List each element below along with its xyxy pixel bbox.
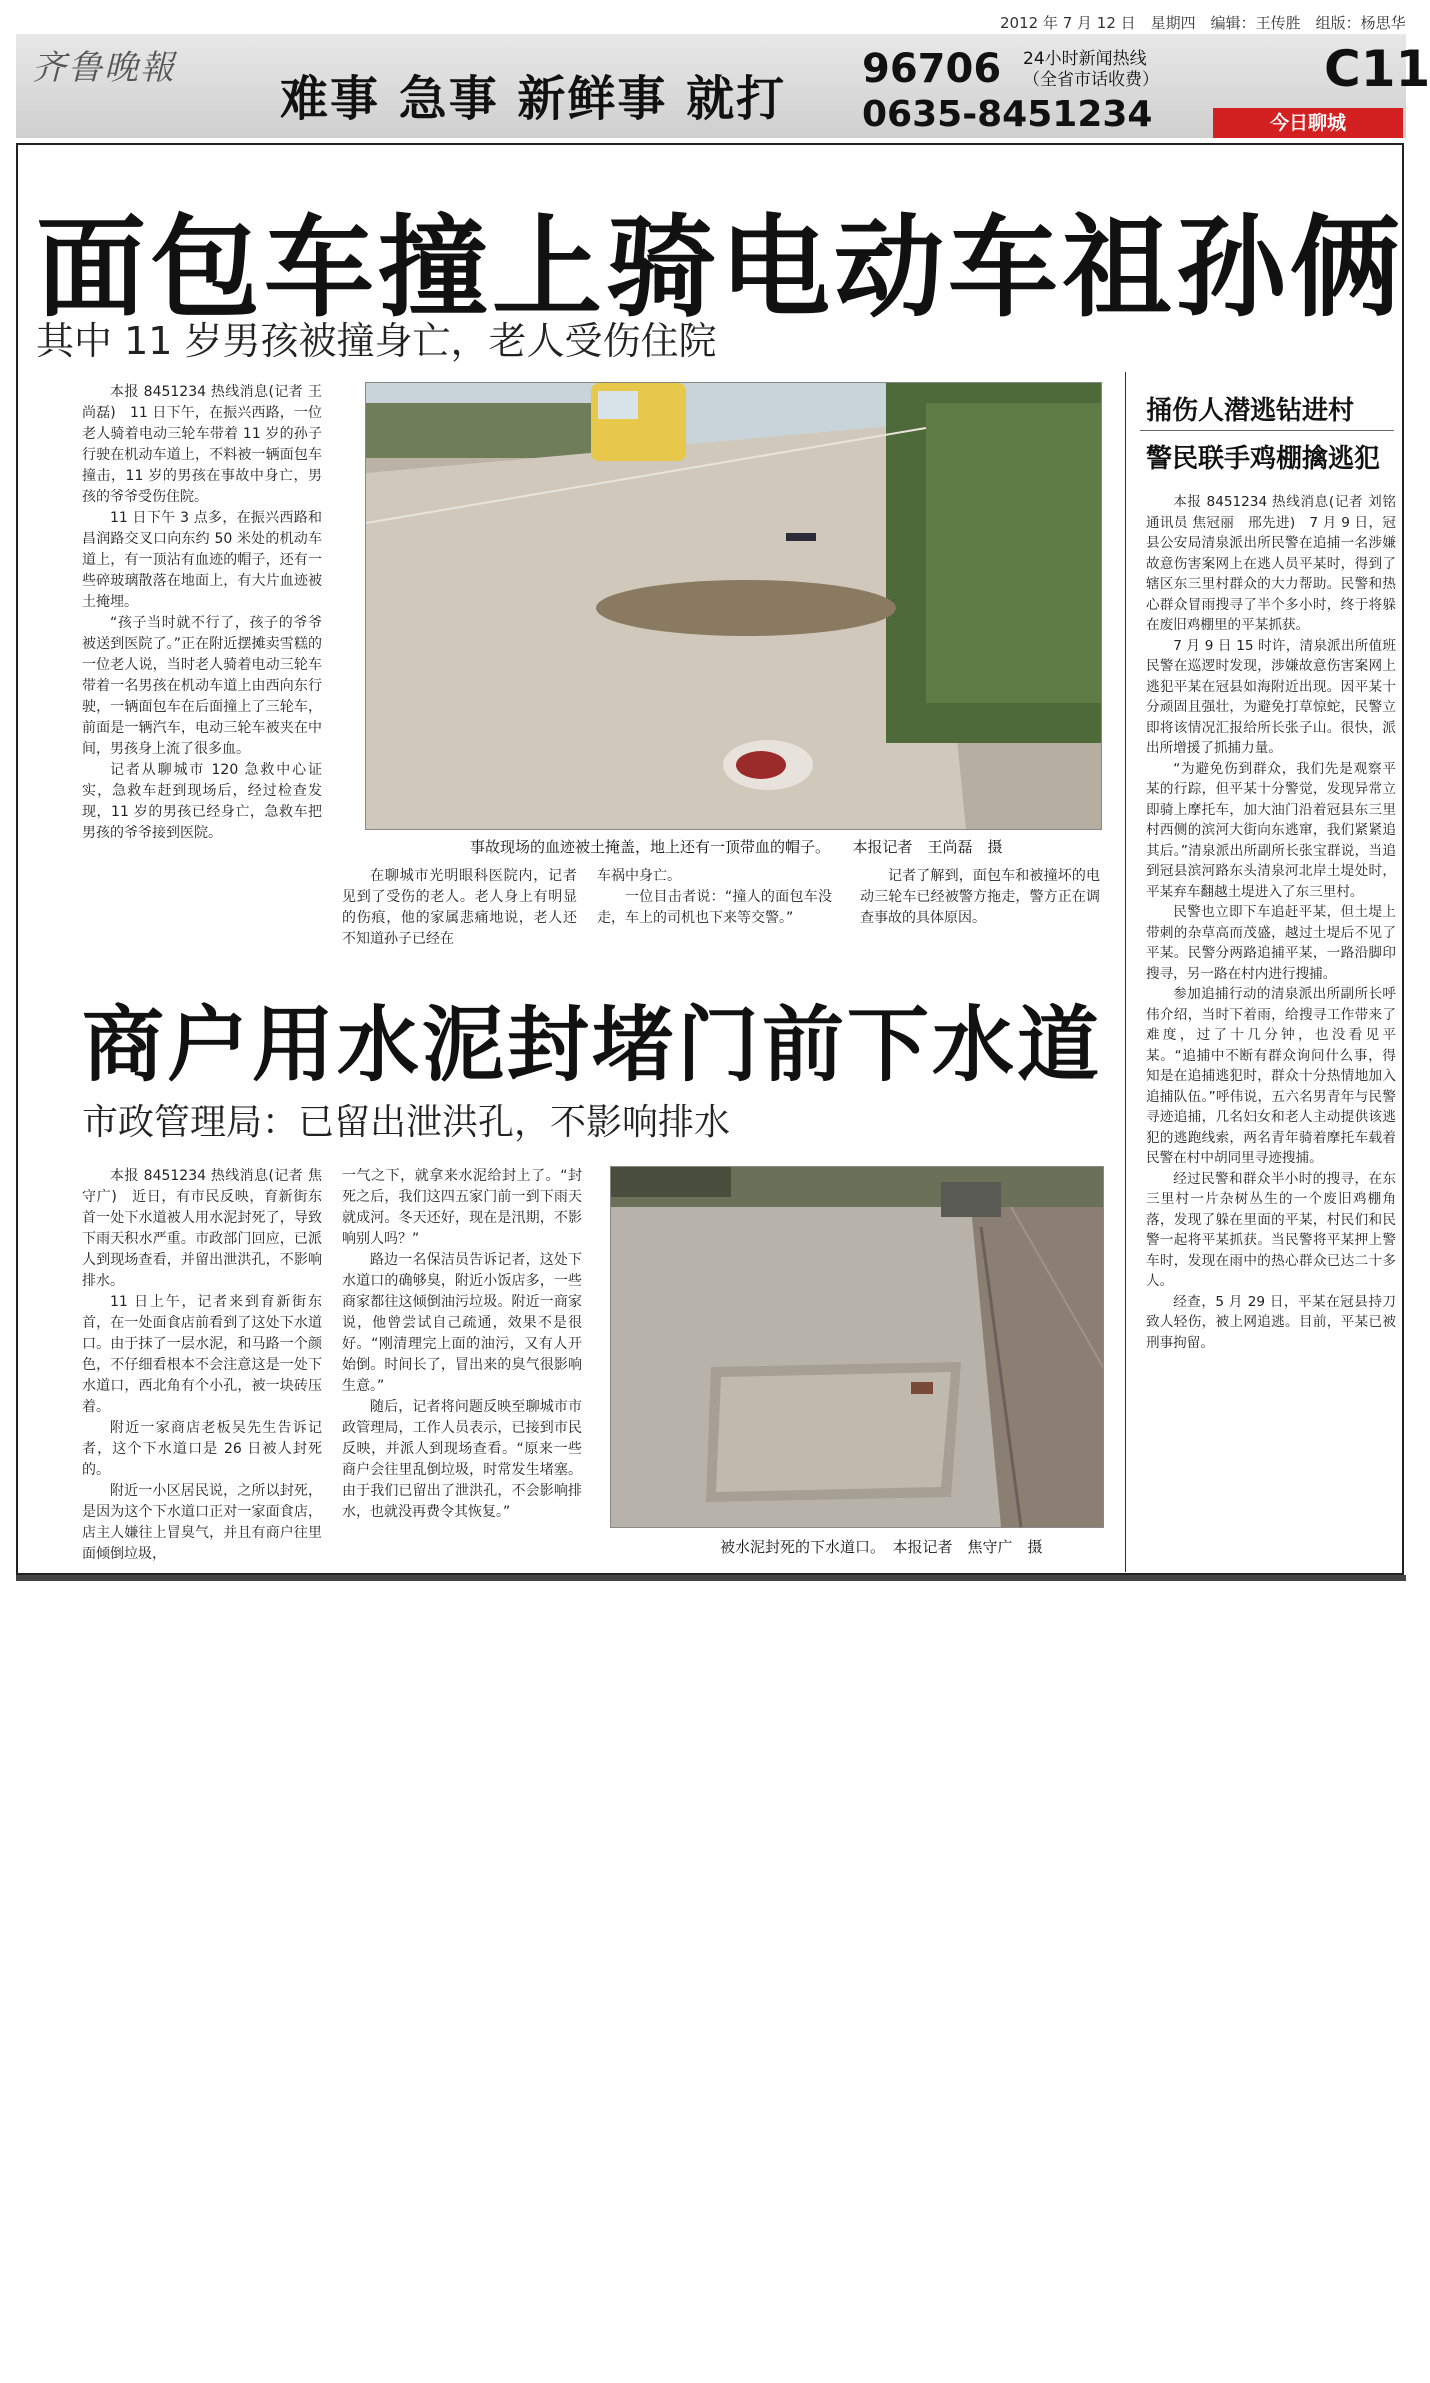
paragraph: “为避免伤到群众，我们先是观察平某的行踪，但平某十分警觉，发现异常立即骑上摩托车，加大油门沿着冠县东三里村西侧的滨河大街向东逃窜，我们紧紧追其后。”清泉派出所副所长张宝群说，当追到冠县滨河路东头清泉河北岸土堤处时，平某弃车翻越土堤进入了东三里村。 <box>1146 760 1396 900</box>
story2-headline: 商户用水泥封堵门前下水道 <box>82 998 1103 1093</box>
story2-column-1 <box>82 1166 322 1565</box>
paragraph: 一气之下，就拿来水泥给封上了。“封死之后，我们这四五家门前一到下雨天就成河。冬天还好，现在是汛期，不影响别人吗？” <box>342 1168 582 1247</box>
page-number: C11 <box>1324 40 1430 98</box>
paragraph: 附近一小区居民说，之所以封死，是因为这个下水道口正对一家面食店，店主人嫌往上冒臭气，并且有商户往里面倾倒垃圾， <box>82 1483 322 1562</box>
date-editor-line: 2012 年 7 月 12 日 星期四 编辑：王传胜 组版：杨思华 <box>1000 14 1406 32</box>
paragraph: 随后，记者将问题反映至聊城市市政管理局，工作人员表示，已接到市民反映，并派人到现场查看。“原来一些商户会往里乱倒垃圾，时常发生堵塞。由于我们已留出了泄洪孔，不会影响排水，也就没再费令其恢复。” <box>342 1399 582 1520</box>
sidebar-title-1: 捅伤人潜逃钻进村 <box>1146 396 1355 426</box>
paragraph: 记者从聊城市 120 急救中心证实，急救车赶到现场后，经过检查发现，11 岁的男孩已经身亡，急救车把男孩的爷爷接到医院。 <box>82 762 322 841</box>
story1-column-3 <box>597 866 832 929</box>
hotline-number-2: 0635-8451234 <box>862 94 1153 135</box>
paragraph: 本报 8451234 热线消息(记者 刘铭 通讯员 焦冠丽 邢先进) 7 月 9 日，冠县公安局清泉派出所民警在追捕一名涉嫌故意伤害案网上在逃人员平某时，得到了辖区东三里村群众的大力帮助。民警和热心群众冒雨搜寻了半个多小时，终于将躲在废旧鸡棚里的平某抓获。 <box>1146 494 1410 633</box>
paragraph: 11 日上午，记者来到育新街东首，在一处面食店前看到了这处下水道口。由于抹了一层水泥，和马路一个颜色，不仔细看根本不会注意这是一处下水道口，西北角有个小孔，被一块砖压着。 <box>82 1294 322 1415</box>
paragraph: 路边一名保洁员告诉记者，这处下水道口的确够臭，附近小饭店多，一些商家都往这倾倒油污垃圾。附近一商家说，他曾尝试自己疏通，效果不是很好。“刚清理完上面的油污，又有人开始倒。时间长了，冒出来的臭气很影响生意。” <box>342 1252 582 1394</box>
paragraph: 记者了解到，面包车和被撞坏的电动三轮车已经被警方拖走，警方正在调查事故的具体原因。 <box>860 868 1100 926</box>
sidebar-story <box>1146 492 1410 1353</box>
story1-headline: 面包车撞上骑电动车祖孙俩 <box>36 204 1404 332</box>
story2-subheadline: 市政管理局：已留出泄洪孔，不影响排水 <box>82 1102 731 1143</box>
sealed-drain-image <box>611 1167 1103 1527</box>
story1-column-1 <box>82 382 322 844</box>
paragraph: 经过民警和群众半小时的搜寻，在东三里村一片杂树丛生的一个废旧鸡棚角落，发现了躲在里面的平某，村民们和民警一起将平某抓获。当民警将平某押上警车时，发现在雨中的热心群众已达二十多人。 <box>1146 1170 1396 1289</box>
paragraph: 7 月 9 日 15 时许，清泉派出所值班民警在巡逻时发现，涉嫌故意伤害案网上逃犯平某在冠县如海附近出现。因平某十分顽固且强壮，为避免打草惊蛇，民警立即将该情况汇报给所长张子山。很快，派出所增援了抓捕力量。 <box>1146 637 1396 756</box>
hotline-note <box>1023 49 1159 91</box>
paragraph: 附近一家商店老板吴先生告诉记者，这个下水道口是 26 日被人封死的。 <box>82 1420 322 1478</box>
paragraph: 民警也立即下车追赶平某，但土堤上带刺的杂草高而茂盛，越过土堤后不见了平某。民警分两路追捕平某，一路沿脚印搜寻，另一路在村内进行搜捕。 <box>1146 904 1396 982</box>
paragraph: 本报 8451234 热线消息(记者 焦守广) 近日，有市民反映，育新街东首一处下水道被人用水泥封死了，导致下雨天积水严重。市政部门回应，已派人到现场查看，并留出泄洪孔，不影响排水。 <box>82 1168 322 1289</box>
story1-photo <box>365 382 1102 830</box>
sidebar-title-divider <box>1140 430 1394 431</box>
section-tag: 今日聊城 <box>1213 108 1403 138</box>
paragraph: 车祸中身亡。 <box>597 868 681 884</box>
story2-photo-caption: 被水泥封死的下水道口。 本报记者 焦守广 摄 <box>720 1538 1043 1556</box>
story1-subheadline: 其中 11 岁男孩被撞身亡，老人受伤住院 <box>36 319 717 363</box>
paragraph: 经查，5 月 29 日，平某在冠县持刀致人轻伤，被上网追逃。目前，平某已被刑事拘留。 <box>1146 1293 1396 1351</box>
accident-scene-image <box>366 383 1101 829</box>
sidebar-divider <box>1125 372 1126 1572</box>
story2-photo <box>610 1166 1104 1528</box>
paragraph: 本报 8451234 热线消息(记者 王尚磊) 11 日下午，在振兴西路，一位老人骑着电动三轮车带着 11 岁的孙子行驶在机动车道上，不料被一辆面包车撞击，11 岁的男孩在事故中身亡，男孩的爷爷受伤住院。 <box>82 384 322 505</box>
paragraph: 一位目击者说：“撞人的面包车没走，车上的司机也下来等交警。” <box>597 889 832 926</box>
paragraph: 在聊城市光明眼科医院内，记者见到了受伤的老人。老人身上有明显的伤痕，他的家属悲痛地说，老人还不知道孙子已经在 <box>342 868 577 947</box>
paragraph: 11 日下午 3 点多，在振兴西路和昌润路交叉口向东约 50 米处的机动车道上，有一顶沾有血迹的帽子，还有一些碎玻璃散落在地面上，有大片血迹被土掩埋。 <box>82 510 322 610</box>
bottom-rule <box>16 1575 1406 1581</box>
hotline-note-line2: （全省市话收费） <box>1023 70 1159 90</box>
hotline-note-line1: 24小时新闻热线 <box>1023 49 1147 69</box>
paragraph: “孩子当时就不行了，孩子的爷爷被送到医院了。”正在附近摆摊卖雪糕的一位老人说，当时老人骑着电动三轮车带着一名男孩在机动车道上由西向东行驶，一辆面包车在后面撞上了三轮车，前面是一辆汽车，电动三轮车被夹在中间，男孩身上流了很多血。 <box>82 615 322 757</box>
paragraph: 参加追捕行动的清泉派出所副所长呼伟介绍，当时下着雨，给搜寻工作带来了难度，过了十几分钟，也没看见平某。“追捕中不断有群众询问什么事，得知是在追捕逃犯时，群众十分热情地加入追捕队伍。”呼伟说，五六名男青年与民警寻迹追捕，几名妇女和老人主动提供该逃犯的逃跑线索，两名青年骑着摩托车载着民警在村中胡同里寻迹搜捕。 <box>1146 986 1396 1166</box>
hotline-number: 96706 <box>862 46 1002 92</box>
hotline-slogan: 难事 急事 新鲜事 就打 <box>280 71 787 127</box>
story1-photo-caption: 事故现场的血迹被土掩盖，地上还有一顶带血的帽子。 本报记者 王尚磊 摄 <box>470 838 1003 856</box>
story1-column-4 <box>860 866 1100 929</box>
sidebar-title-2: 警民联手鸡棚擒逃犯 <box>1146 444 1381 474</box>
story1-column-2 <box>342 866 577 950</box>
newspaper-logo: 齐鲁晚報 <box>32 48 176 88</box>
story2-column-2 <box>342 1166 582 1523</box>
